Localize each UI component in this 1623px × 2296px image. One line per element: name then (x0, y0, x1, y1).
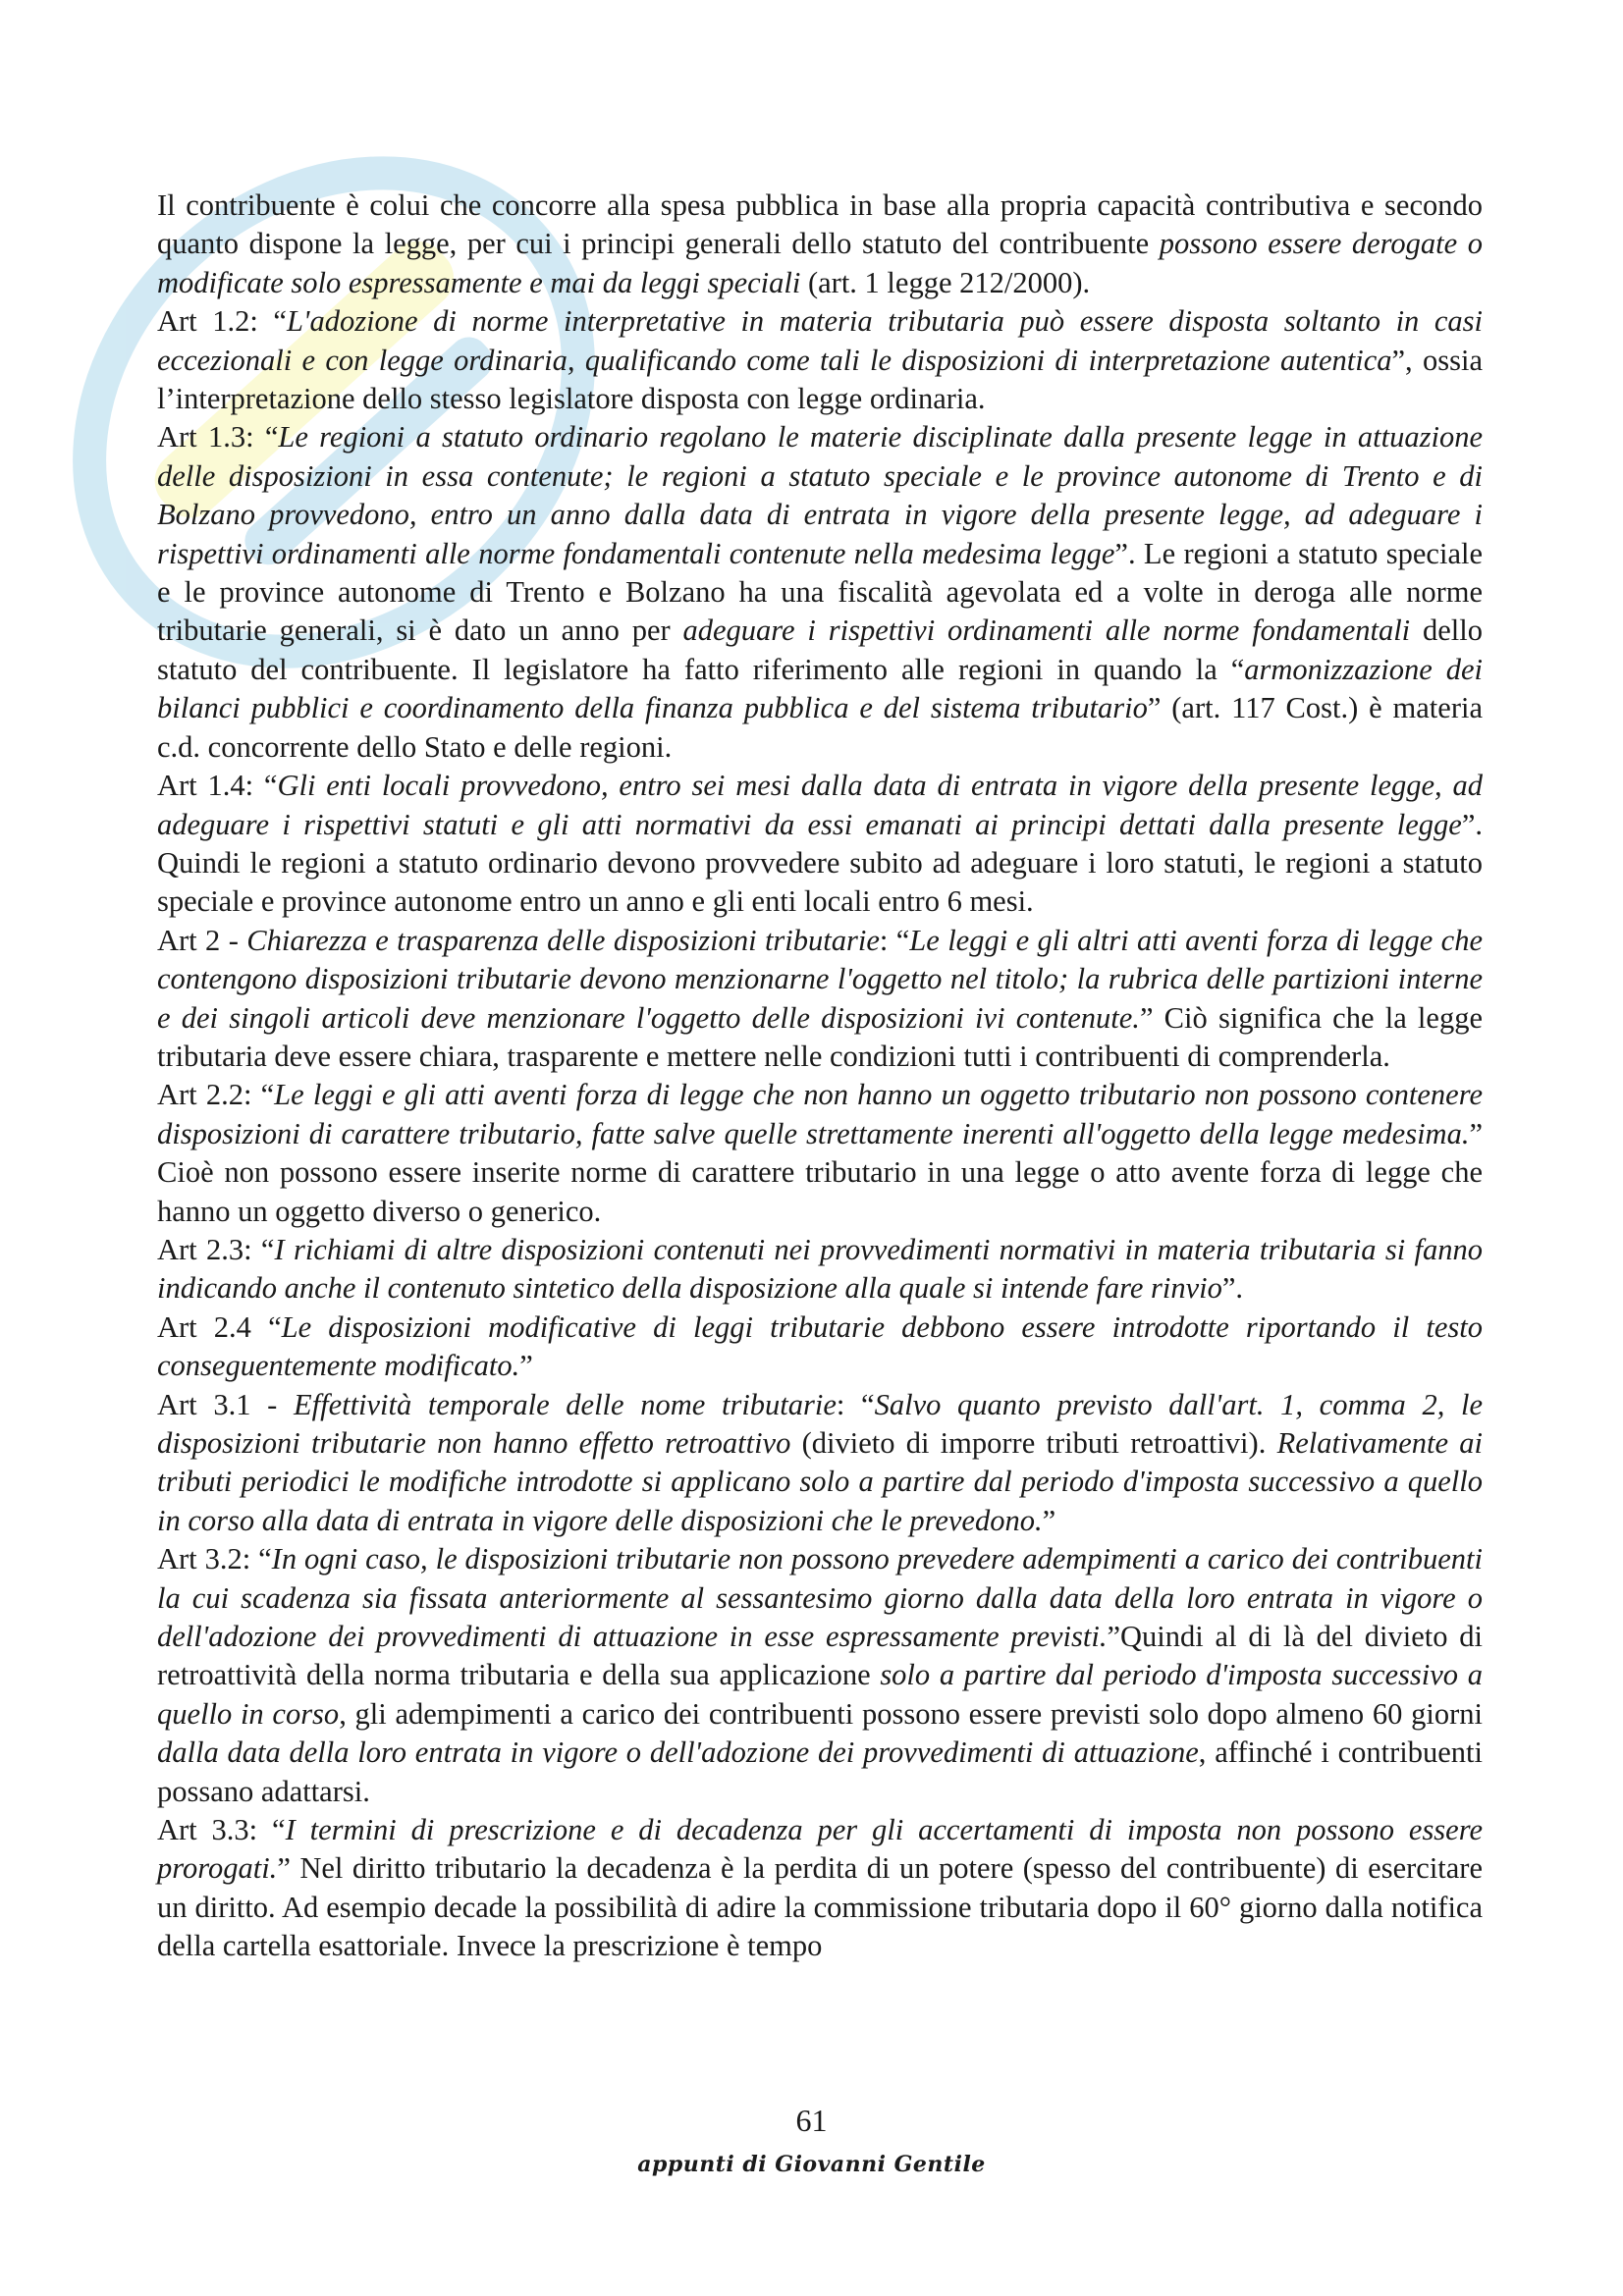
quoted-text: solo a partire dal periodo d'imposta successivo a quello in corso (157, 1658, 1483, 1731)
paragraph-text: ”, ossia l’interpretazione dello stesso legislatore disposta con legge ordinaria. (157, 343, 1483, 416)
quoted-text: possono essere derogate o modificate solo espressamente e mai da leggi speciali (157, 227, 1483, 299)
paragraph-text: ” Nel diritto tributario la decadenza è la perdita di un potere (spesso del contribuente) di esercitare un diritto. Ad esempio decade la possibilità di adire la commissione tributaria dopo il 60° giorno dalla notifica della cartella esattoriale. Invece la prescrizione è tempo (157, 1851, 1483, 1963)
paragraph-text: Art 1.4: “ (157, 769, 278, 803)
quoted-text: I richiami di altre disposizioni contenuti nei provvedimenti normativi in materia tributaria si fanno indicando anche il contenuto sintetico della disposizione alla quale si intende fare rinvio (157, 1232, 1484, 1306)
paragraph-text: : “ (879, 923, 910, 957)
paragraph-text: ” (519, 1349, 533, 1383)
paragraph-text: Il contribuente è colui che concorre alla spesa pubblica in base alla propria capacità contributiva e secondo quanto dispone la legge, per cui i principi generali dello statuto del contribuente (157, 188, 1483, 261)
document-body (157, 187, 1483, 1966)
quoted-text: dalla data della loro entrata in vigore o dell'adozione dei provvedimenti di attuazione (157, 1735, 1199, 1770)
paragraph (157, 187, 1483, 302)
paragraph (157, 1308, 1483, 1386)
paragraph (157, 922, 1483, 1077)
paragraph-text: Art 3.3: “ (157, 1813, 286, 1847)
paragraph-text: ” Cioè non possono essere inserite norme di carattere tributario in una legge o atto avente forza di legge che hanno un oggetto diverso o generico. (157, 1116, 1483, 1228)
paragraph-text: Art 2 - (157, 923, 247, 957)
paragraph (157, 1540, 1483, 1811)
quoted-text: armonizzazione dei bilanci pubblici e coordinamento della finanza pubblica e del sistema tributario (157, 652, 1484, 725)
page-number: 61 (795, 2103, 828, 2138)
quoted-text: Gli enti locali provvedono, entro sei mesi dalla data di entrata in vigore della presente legge, ad adeguare i rispettivi statuti e gli atti normativi da essi emanati ai principi dettati dalla presente legge (157, 769, 1483, 841)
paragraph-text: ” (1042, 1503, 1056, 1537)
quoted-text: Le disposizioni modificative di leggi tributarie debbono essere introdotte riportando il testo conseguentemente modificato. (157, 1309, 1483, 1383)
paragraph-text: (art. 1 legge 212/2000). (800, 265, 1091, 299)
paragraph (157, 1231, 1483, 1308)
paragraph (157, 302, 1483, 418)
quoted-text: Effettività temporale delle nome tributarie (293, 1387, 837, 1421)
paragraph-text: Art 3.1 - (157, 1387, 294, 1421)
quoted-text: Le leggi e gli atti aventi forza di legge che non hanno un oggetto tributario non possono contenere disposizioni di carattere tributario, fatte salve quelle strettamente inerenti all'oggetto della legge medesima. (157, 1078, 1483, 1150)
quoted-text: I termini di prescrizione e di decadenza per gli accertamenti di imposta non possono essere prorogati. (157, 1813, 1483, 1886)
paragraph-text: ” Ciò significa che la legge tributaria deve essere chiara, trasparente e mettere nelle condizioni tutti i contribuenti di comprenderla. (157, 1000, 1483, 1073)
paragraph-text: , gli adempimenti a carico dei contribuenti possono essere previsti solo dopo almeno 60 giorni (339, 1696, 1483, 1731)
paragraph-text: Art 1.3: “ (157, 420, 279, 454)
quoted-text: Le leggi e gli altri atti aventi forza di legge che contengono disposizioni tributarie devono menzionarne l'oggetto nel titolo; la rubrica delle partizioni interne e dei singoli articoli deve menzionare l'oggetto delle disposizioni ivi contenute. (157, 923, 1483, 1035)
paragraph (157, 1076, 1483, 1231)
quoted-text: Salvo quanto previsto dall'art. 1, comma 2, le disposizioni tributarie non hanno effetto retroattivo (157, 1387, 1484, 1460)
paragraph (157, 1811, 1483, 1966)
paragraph-text: : “ (836, 1387, 875, 1421)
paragraph-text: ”. Quindi le regioni a statuto ordinario devono provvedere subito ad adeguare i loro statuti, le regioni a statuto speciale e province autonome entro un anno e gli enti locali entro 6 mesi. (157, 807, 1483, 919)
paragraph-text: ”. Le regioni a statuto speciale e le province autonome di Trento e Bolzano ha una fiscalità agevolata ed a volte in deroga alle norme tributarie generali, si è dato un anno per (157, 536, 1483, 648)
paragraph-text: (divieto di imporre tributi retroattivi). (790, 1426, 1277, 1460)
quoted-text: adeguare i rispettivi ordinamenti alle norme fondamentali (682, 614, 1411, 648)
paragraph-text: dello statuto del contribuente. Il legislatore ha fatto riferimento alle regioni in quando la “ (157, 614, 1483, 686)
paragraph (157, 418, 1483, 767)
paragraph-text: Art 2.4 “ (157, 1309, 282, 1344)
paragraph-text: Art 3.2: “ (157, 1542, 272, 1576)
paragraph-text: Art 2.2: “ (157, 1078, 275, 1112)
quoted-text: In ogni caso, le disposizioni tributarie non possono prevedere adempimenti a carico dei contribuenti la cui scadenza sia fissata anteriormente al sessantesimo giorno dalla data della loro entrata in vigore o dell'adozione dei provvedimenti di attuazione in esse espressamente previsti. (157, 1542, 1483, 1654)
paragraph-text: ”Quindi al di là del divieto di retroattività della norma tributaria e della sua applicazione (157, 1620, 1483, 1692)
paragraph-text: Art 2.3: “ (157, 1232, 275, 1266)
paragraph (157, 1386, 1483, 1541)
quoted-text: Relativamente ai tributi periodici le modifiche introdotte si applicano solo a partire dal periodo d'imposta successivo a quello in corso alla data di entrata in vigore delle disposizioni che le prevedono. (157, 1426, 1484, 1537)
paragraph (157, 767, 1483, 922)
quoted-text: L'adozione di norme interpretative in materia tributaria può essere disposta soltanto in casi eccezionali e con legge ordinaria, qualificando come tali le disposizioni di interpretazione autentica (157, 304, 1484, 377)
author-signature: appunti di Giovanni Gentile (637, 2152, 986, 2177)
paragraph-text: , affinché i contribuenti possano adattarsi. (157, 1735, 1483, 1808)
paragraph-text: Art 1.2: “ (157, 304, 287, 339)
quoted-text: Le regioni a statuto ordinario regolano le materie disciplinate dalla presente legge in attuazione delle disposizioni in essa contenute; le regioni a statuto speciale e le province autonome di Trento e di Bolzano provvedono, entro un anno dalla data di entrata in vigore della presente legge, ad adeguare i rispettivi ordinamenti alle norme fondamentali contenute nella medesima legge (157, 420, 1483, 570)
paragraph-text: ” (art. 117 Cost.) è materia c.d. concorrente dello Stato e delle regioni. (157, 691, 1483, 764)
quoted-text: Chiarezza e trasparenza delle disposizioni tributarie (246, 923, 880, 957)
paragraph-text: ”. (1221, 1271, 1244, 1306)
